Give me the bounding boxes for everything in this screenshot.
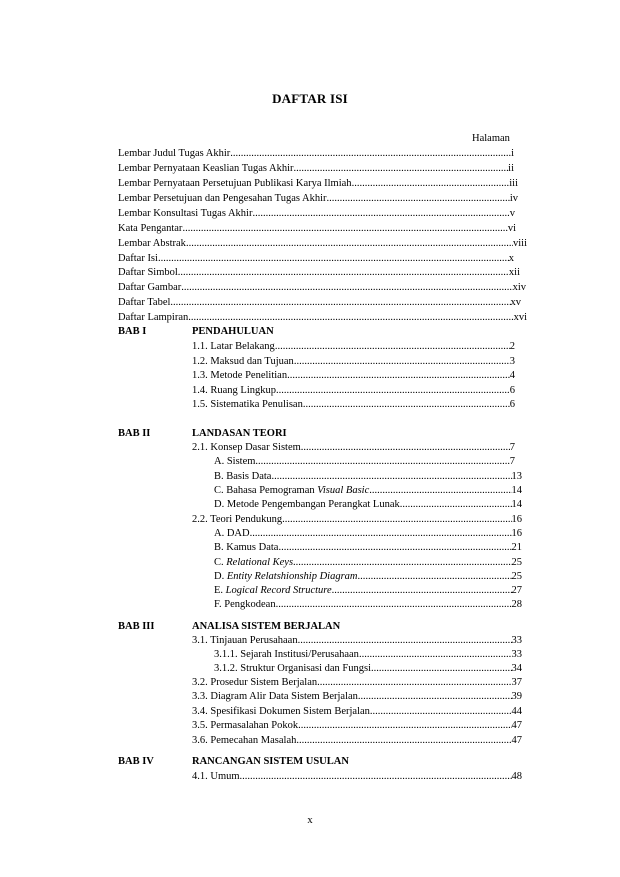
- toc-entry-page: 47: [511, 735, 522, 746]
- dot-leader: [359, 648, 512, 662]
- toc-entry-label: 1.1. Latar Belakang: [192, 341, 275, 352]
- toc-entry[interactable]: [192, 398, 515, 412]
- toc-entry-label: 1.5. Sistematika Penulisan: [192, 399, 303, 410]
- dot-leader: [278, 541, 511, 555]
- toc-entry[interactable]: [192, 441, 515, 455]
- dot-leader: [287, 369, 510, 383]
- toc-entry[interactable]: [192, 676, 522, 690]
- toc-entry[interactable]: [214, 527, 522, 541]
- toc-entry-label-italic: Entity Relatshionship Diagram: [226, 571, 358, 582]
- dot-leader: [275, 340, 510, 354]
- toc-entry-label: D.: [214, 571, 227, 582]
- toc-entry[interactable]: [118, 222, 516, 236]
- toc-entry-label: 1.4. Ruang Lingkup: [192, 385, 276, 396]
- toc-entry[interactable]: [118, 266, 520, 280]
- toc-entry-label: 3.1.2. Struktur Organisasi dan Fungsi: [214, 663, 372, 674]
- toc-entry-page: 33: [511, 635, 522, 646]
- toc-entry-page: vi: [507, 223, 516, 234]
- toc-entry[interactable]: [118, 162, 514, 176]
- toc-entry[interactable]: [214, 570, 522, 584]
- toc-entry[interactable]: [118, 192, 518, 206]
- toc-entry-page: 37: [511, 677, 522, 688]
- toc-entry-label: 3.4. Spesifikasi Dokumen Sistem Berjalan: [192, 706, 370, 717]
- toc-entry-label: 4.1. Umum: [192, 771, 240, 782]
- toc-entry-label: 2.2. Teori Pendukung: [192, 514, 283, 525]
- dot-leader: [317, 676, 511, 690]
- dot-leader: [301, 441, 510, 455]
- toc-entry-page: 16: [511, 528, 522, 539]
- dot-leader: [240, 770, 512, 784]
- toc-entry-label: Daftar Simbol: [118, 267, 178, 278]
- dot-leader: [298, 719, 511, 733]
- toc-entry-page: viii: [512, 238, 527, 249]
- toc-entry[interactable]: [192, 734, 522, 748]
- toc-entry-label: F. Pengkodean: [214, 599, 276, 610]
- toc-entry[interactable]: [118, 237, 527, 251]
- toc-entry-page: 27: [511, 585, 522, 596]
- toc-entry-label: Lembar Abstrak: [118, 238, 186, 249]
- toc-entry-label: Daftar Lampiran: [118, 312, 189, 323]
- toc-entry-page: iii: [509, 178, 518, 189]
- toc-entry[interactable]: [118, 296, 521, 310]
- toc-entry-page: 25: [511, 557, 522, 568]
- toc-entry-page: ii: [508, 163, 514, 174]
- toc-entry-label: D. Metode Pengembangan Perangkat Lunak: [214, 499, 400, 510]
- dot-leader: [181, 281, 512, 295]
- toc-entry[interactable]: [192, 705, 522, 719]
- toc-entry[interactable]: [214, 662, 522, 676]
- toc-entry-page: i: [511, 148, 514, 159]
- toc-entry-label: 3.1. Tinjauan Perusahaan: [192, 635, 298, 646]
- toc-entry-label: Daftar Tabel: [118, 297, 171, 308]
- dot-leader: [296, 734, 511, 748]
- toc-entry-label-italic: Logical Record Structure: [225, 585, 332, 596]
- chapter-number: BAB II: [118, 428, 151, 439]
- dot-leader: [294, 162, 509, 176]
- dot-leader: [186, 237, 513, 251]
- chapter-title[interactable]: RANCANGAN SISTEM USULAN: [192, 756, 349, 767]
- dot-leader: [294, 355, 510, 369]
- dot-leader: [170, 296, 510, 310]
- toc-entry-page: 13: [511, 471, 522, 482]
- dot-leader: [188, 311, 513, 325]
- dot-leader: [271, 470, 511, 484]
- toc-entry[interactable]: [118, 281, 526, 295]
- toc-entry[interactable]: [192, 719, 522, 733]
- toc-entry-label: E.: [214, 585, 226, 596]
- toc-entry-page: xiv: [512, 282, 526, 293]
- toc-entry-page: 3: [509, 356, 515, 367]
- dot-leader: [332, 584, 512, 598]
- toc-entry-page: x: [508, 253, 514, 264]
- toc-entry-page: 14: [511, 485, 522, 496]
- chapter-title[interactable]: ANALISA SISTEM BERJALAN: [192, 621, 341, 632]
- toc-entry-page: 7: [509, 456, 515, 467]
- toc-entry[interactable]: [214, 470, 522, 484]
- toc-entry[interactable]: [192, 355, 515, 369]
- page-number: x: [307, 815, 313, 826]
- toc-entry-page: xv: [510, 297, 521, 308]
- toc-entry-label: 3.3. Diagram Alir Data Sistem Berjalan: [192, 691, 358, 702]
- dot-leader: [230, 147, 511, 161]
- toc-entry[interactable]: [192, 513, 522, 527]
- toc-entry[interactable]: [118, 177, 518, 191]
- toc-entry-label: Lembar Pernyataan Keaslian Tugas Akhir: [118, 163, 294, 174]
- toc-entry[interactable]: [192, 369, 515, 383]
- toc-entry-page: v: [509, 208, 515, 219]
- dot-leader: [255, 455, 509, 469]
- toc-entry[interactable]: [118, 147, 514, 161]
- page-column-header: Halaman: [472, 133, 510, 144]
- dot-leader: [400, 498, 512, 512]
- toc-entry-label: 1.2. Maksud dan Tujuan: [192, 356, 294, 367]
- toc-entry-label-italic: Relational Keys: [226, 557, 294, 568]
- dot-leader: [352, 177, 510, 191]
- toc-entry-page: 33: [511, 649, 522, 660]
- dot-leader: [282, 513, 511, 527]
- toc-entry-page: 47: [511, 720, 522, 731]
- toc-entry-label: A. DAD: [214, 528, 250, 539]
- dot-leader: [371, 662, 511, 676]
- toc-entry-page: 28: [511, 599, 522, 610]
- toc-entry-label: Lembar Persetujuan dan Pengesahan Tugas Akhir: [118, 193, 327, 204]
- dot-leader: [252, 207, 509, 221]
- toc-entry-label: B. Kamus Data: [214, 542, 279, 553]
- toc-entry-label: C. Bahasa Pemograman: [214, 485, 318, 496]
- dot-leader: [250, 527, 512, 541]
- toc-entry-label: 3.6. Pemecahan Masalah: [192, 735, 297, 746]
- chapter-number: BAB I: [118, 326, 147, 337]
- toc-entry-label: Lembar Konsultasi Tugas Akhir: [118, 208, 253, 219]
- toc-entry-page: 25: [511, 571, 522, 582]
- toc-entry-page: 44: [511, 706, 522, 717]
- toc-entry-page: 48: [511, 771, 522, 782]
- toc-entry[interactable]: [214, 584, 522, 598]
- toc-entry-page: 6: [509, 399, 515, 410]
- dot-leader: [358, 690, 512, 704]
- dot-leader: [370, 705, 512, 719]
- toc-entry[interactable]: [214, 455, 515, 469]
- toc-entry[interactable]: [192, 340, 515, 354]
- chapter-number: BAB III: [118, 621, 155, 632]
- toc-entry[interactable]: [214, 648, 522, 662]
- toc-entry-label: 3.5. Permasalahan Pokok: [192, 720, 299, 731]
- toc-entry-page: 21: [511, 542, 522, 553]
- dot-leader: [158, 252, 509, 266]
- toc-entry-page: xii: [508, 267, 520, 278]
- toc-entry[interactable]: [214, 598, 522, 612]
- toc-entry[interactable]: [192, 634, 522, 648]
- page-title: DAFTAR ISI: [272, 91, 348, 106]
- chapter-number: BAB IV: [118, 756, 154, 767]
- toc-entry-page: 7: [509, 442, 515, 453]
- toc-entry[interactable]: [192, 384, 515, 398]
- toc-entry[interactable]: [192, 770, 522, 784]
- toc-entry[interactable]: [214, 556, 522, 570]
- dot-leader: [276, 384, 510, 398]
- toc-entry-page: 6: [509, 385, 515, 396]
- toc-entry-label: 1.3. Metode Penelitian: [192, 370, 288, 381]
- toc-entry-page: 34: [511, 663, 522, 674]
- dot-leader: [298, 634, 512, 648]
- toc-entry-page: 14: [511, 499, 522, 510]
- toc-entry-page: iv: [509, 193, 518, 204]
- toc-entry[interactable]: [214, 498, 522, 512]
- dot-leader: [182, 222, 507, 236]
- dot-leader: [276, 598, 512, 612]
- toc-entry-page: 2: [509, 341, 515, 352]
- chapter-title[interactable]: LANDASAN TEORI: [192, 428, 287, 439]
- toc-entry-label: C.: [214, 557, 227, 568]
- dot-leader: [327, 192, 510, 206]
- toc-entry-page: 39: [511, 691, 522, 702]
- toc-entry-label: A. Sistem: [214, 456, 256, 467]
- toc-entry-label: Daftar Isi: [118, 253, 158, 264]
- toc-entry-label: Lembar Judul Tugas Akhir: [118, 148, 231, 159]
- toc-entry-page: 16: [511, 514, 522, 525]
- dot-leader: [303, 398, 510, 412]
- toc-entry[interactable]: [214, 541, 522, 555]
- toc-entry-page: 4: [509, 370, 515, 381]
- toc-entry-label-italic: Visual Basic: [317, 485, 370, 496]
- dot-leader: [358, 570, 512, 584]
- toc-entry[interactable]: [118, 252, 514, 266]
- chapter-title[interactable]: PENDAHULUAN: [192, 326, 274, 337]
- toc-entry-label: Lembar Pernyataan Persetujuan Publikasi Karya Ilmiah: [118, 178, 352, 189]
- toc-entry[interactable]: [214, 484, 522, 498]
- toc-entry-page: xvi: [513, 312, 527, 323]
- dot-leader: [293, 556, 511, 570]
- toc-entry-label: 2.1. Konsep Dasar Sistem: [192, 442, 301, 453]
- toc-entry-label: 3.2. Prosedur Sistem Berjalan: [192, 677, 318, 688]
- dot-leader: [178, 266, 509, 280]
- toc-entry[interactable]: [192, 690, 522, 704]
- toc-entry-label: Kata Pengantar: [118, 223, 183, 234]
- toc-entry-label: 3.1.1. Sejarah Institusi/Perusahaan: [214, 649, 359, 660]
- dot-leader: [369, 484, 511, 498]
- toc-entry[interactable]: [118, 311, 527, 325]
- toc-entry[interactable]: [118, 207, 515, 221]
- toc-entry-label: Daftar Gambar: [118, 282, 182, 293]
- toc-entry-label: B. Basis Data: [214, 471, 272, 482]
